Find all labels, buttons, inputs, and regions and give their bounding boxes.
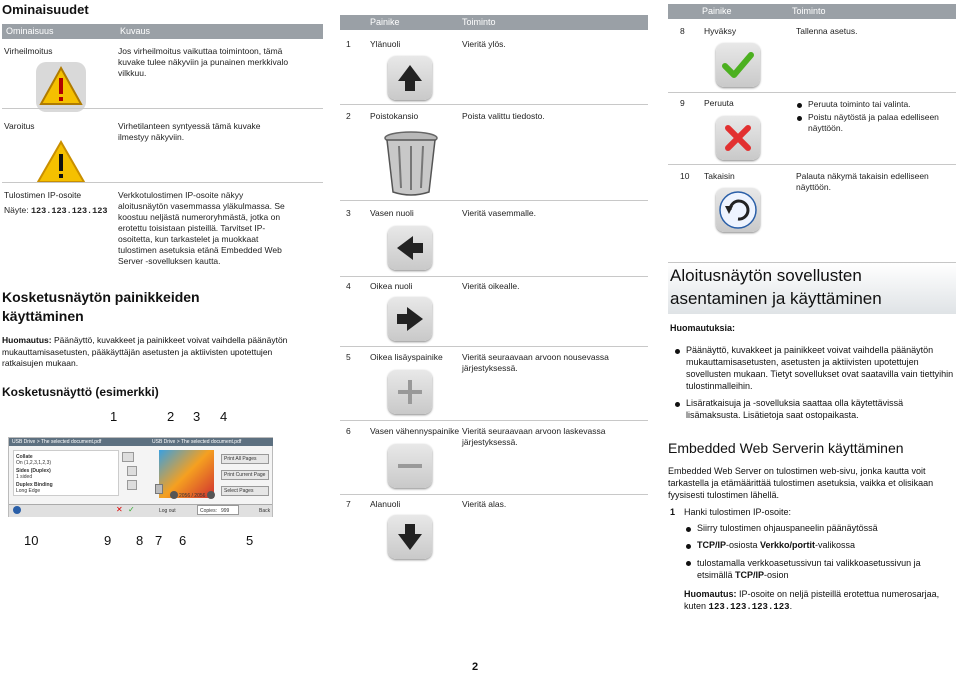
callout-9: 9: [104, 533, 112, 548]
callout-2: 2: [167, 409, 175, 424]
ip-sample: [4, 205, 107, 217]
feature-description: Verkkotulostimen IP-osoite näkyy aloitusnäytön vasemmassa yläkulmassa. Se koostuu neljästä numeroryhmästä, jotka on erotettu toisistaan pisteillä. Tarvitset IP-osoitetta, kun tarkastelet ja muokkaat tulostimen asetuksia etänä Embedded Web Server -sovelluksen kautta.: [118, 190, 285, 266]
header-feature: Ominaisuus: [6, 26, 54, 36]
ip-note-label: Huomautus:: [684, 589, 737, 599]
setting-label: Sides (Duplex): [16, 468, 51, 474]
button-number: 9: [680, 98, 685, 108]
touchscreen-section-title: Kosketusnäytön painikkeiden käyttäminen: [2, 289, 200, 324]
button-number: 1: [346, 39, 351, 49]
button-number: 7: [346, 499, 351, 509]
button-action: Vieritä alas.: [462, 499, 507, 509]
page-counter: 2056 / 2056: [179, 493, 206, 499]
minus-icon[interactable]: [127, 480, 137, 490]
callout-7: 7: [155, 533, 163, 548]
notes-label: Huomautuksia:: [670, 323, 736, 333]
callout-6: 6: [179, 533, 187, 548]
right-arrow-icon: [388, 297, 432, 341]
step-bullet-pre: tulostamalla verkkoasetussivun tai valikkoasetussivun ja etsimällä: [697, 558, 921, 580]
left-arrow-icon: [388, 226, 432, 270]
network-ports-label: Verkko/portit: [760, 540, 816, 550]
plus-icon[interactable]: [127, 466, 137, 476]
button-name: Peruuta: [704, 98, 734, 108]
ip-note: Huomautus: IP-osoite on neljä pisteillä erotettua numerosarjaa, kuten 123.123.123.123.: [684, 589, 940, 612]
touchscreen-note-text: Päänäyttö, kuvakkeet ja painikkeet voivat vaihdella päänäytön mukauttamisasetusten, pääkäyttäjän asetusten ja aktiivisten upotettujen ratkaisujen mukaan.: [2, 335, 288, 368]
ip-sample-value: 123.123.123.123: [30, 206, 108, 216]
button-name: Ylänuoli: [370, 39, 401, 49]
cancel-bullet: Peruuta toiminto tai valinta.: [808, 99, 911, 109]
step-number: 1: [670, 507, 676, 517]
button-name: Vasen nuoli: [370, 208, 414, 218]
page-number: 2: [472, 661, 479, 673]
back-icon: [716, 188, 760, 232]
features-title: Ominaisuudet: [2, 2, 89, 17]
button-name: Oikea lisäyspainike: [370, 352, 443, 362]
button-number: 4: [346, 281, 351, 291]
feature-name: Tulostimen IP-osoite: [4, 190, 82, 200]
callout-4: 4: [220, 409, 228, 424]
tcpip-label: TCP/IP: [697, 540, 727, 550]
setting-value: On (1,2,3,1,2,3): [16, 460, 52, 466]
button-number: 6: [346, 426, 351, 436]
warning-icon: [36, 140, 86, 184]
button-action: Vieritä seuraavaan arvoon nousevassa järjestyksessä.: [462, 352, 609, 373]
checkmark-icon: [716, 43, 760, 87]
button-action: Vieritä oikealle.: [462, 281, 520, 291]
button-number: 5: [346, 352, 351, 362]
ews-title: Embedded Web Serverin käyttäminen: [668, 440, 904, 456]
error-icon: [36, 62, 86, 112]
button-name: Hyväksy: [704, 26, 737, 36]
ip-note-value: 123.123.123.123: [708, 602, 790, 612]
trash-icon: [383, 130, 439, 196]
button-action: Poista valittu tiedosto.: [462, 111, 545, 121]
callout-8: 8: [136, 533, 144, 548]
header-action: Toiminto: [792, 6, 826, 16]
print-all-pages-button[interactable]: Print All Pages: [224, 456, 257, 462]
feature-description: Virhetilanteen syntyessä tämä kuvake ilmestyy näkyviin.: [118, 121, 261, 142]
setting-value: Long Edge: [16, 488, 41, 494]
minus-icon: [388, 444, 432, 488]
right-arrow-icon[interactable]: [207, 491, 215, 499]
copies-value[interactable]: 999: [221, 508, 230, 514]
button-number: 2: [346, 111, 351, 121]
button-name: Oikea nuoli: [370, 281, 413, 291]
setting-label: Collate: [16, 454, 33, 460]
button-action: Tallenna asetus.: [796, 26, 858, 36]
button-number: 8: [680, 26, 685, 36]
button-action: Vieritä ylös.: [462, 39, 506, 49]
step-bullet: [697, 557, 947, 581]
left-arrow-icon[interactable]: [170, 491, 178, 499]
button-name: Poistokansio: [370, 111, 419, 121]
setting-value: 1 sided: [16, 474, 33, 480]
touchscreen-note: [2, 335, 302, 370]
tcpip-label: TCP/IP: [735, 570, 765, 580]
button-name: Alanuoli: [370, 499, 401, 509]
note-item: Päänäyttö, kuvakkeet ja painikkeet voivat vaihdella päänäytön mukauttamisasetusten, asetusten ja aktiivisten upotettujen sovellusten mukaan. Tietyt sovellukset ovat saatavilla vain tiettyihin tulostinmalleihin.: [686, 345, 954, 391]
callout-10: 10: [24, 533, 39, 548]
callout-3: 3: [193, 409, 201, 424]
back-button[interactable]: Back: [259, 508, 271, 514]
step-bullet-post: -valikossa: [815, 540, 856, 550]
step-bullet-post: -osion: [764, 570, 789, 580]
ip-sample-label: Näyte:: [4, 205, 29, 215]
plus-icon: [388, 370, 432, 414]
screen-path-right: USB Drive > The selected document.pdf: [152, 439, 242, 445]
feature-name: Virheilmoitus: [4, 46, 53, 56]
note-item: Lisäratkaisuja ja -sovelluksia saattaa olla käytettävissä lisämaksusta. Lisätietoja saat ostopaikasta.: [686, 398, 904, 420]
button-action: Vieritä seuraavaan arvoon laskevassa järjestyksessä.: [462, 426, 606, 447]
step-bullet: [697, 540, 855, 550]
down-arrow-icon: [388, 515, 432, 559]
accept-icon[interactable]: ✓: [128, 505, 135, 514]
setting-label: Duplex Binding: [16, 482, 53, 488]
cancel-icon: [716, 116, 760, 160]
select-pages-button[interactable]: Select Pages: [224, 488, 254, 494]
button-name: Vasen vähennyspainike: [370, 426, 460, 436]
feature-description: Jos virheilmoitus vaikuttaa toimintoon, tämä kuvake tulee näkyviin ja punainen merkkivalo vilkkuu.: [118, 46, 289, 78]
back-icon[interactable]: [13, 506, 21, 514]
header-button: Painike: [370, 17, 400, 27]
buttons-table-header-2: [668, 4, 956, 19]
touchscreen-example: [8, 437, 273, 517]
ip-note-text: IP-osoite on neljä pisteillä erotettua numerosarjaa, kuten: [684, 589, 940, 611]
trash-icon[interactable]: [155, 484, 163, 494]
features-table-header: [2, 24, 323, 39]
feature-name: Varoitus: [4, 121, 35, 131]
ews-text: Embedded Web Server on tulostimen web-sivu, jonka kautta voit tarkastella ja etämäärittää tulostimen asetuksia, vaikka et olisikaan fyysisesti tulostimen lähellä.: [668, 466, 934, 500]
example-title: Kosketusnäyttö (esimerkki): [2, 385, 159, 399]
button-action: Palauta näkymä takaisin edelliseen näyttöön.: [796, 171, 929, 192]
header-action: Toiminto: [462, 17, 496, 27]
touchscreen-note-label: Huomautus:: [2, 335, 52, 345]
cancel-bullet: Poistu näytöstä ja palaa edelliseen näyttöön.: [808, 112, 939, 133]
header-button: Painike: [702, 6, 732, 16]
cancel-icon[interactable]: ✕: [116, 505, 123, 514]
step-bullet: Siirry tulostimen ohjauspaneelin päänäytössä: [697, 523, 878, 533]
button-number: 10: [680, 171, 690, 181]
buttons-table-header: [340, 15, 648, 30]
button-action: Vieritä vasemmalle.: [462, 208, 537, 218]
step-bullet-mid: -osiosta: [726, 540, 761, 550]
callout-5: 5: [246, 533, 254, 548]
log-out-button[interactable]: Log out: [159, 508, 176, 514]
button-number: 3: [346, 208, 351, 218]
screen-path-left: USB Drive > The selected document.pdf: [12, 439, 102, 445]
print-current-page-button[interactable]: Print Current Page: [224, 472, 266, 478]
copies-label: Copies:: [200, 508, 217, 514]
callout-1: 1: [110, 409, 118, 424]
button-name: Takaisin: [704, 171, 735, 181]
app-section-title: Aloitusnäytön sovellusten asentaminen ja käyttäminen: [670, 266, 882, 308]
document-thumbnail: [159, 450, 214, 498]
header-description: Kuvaus: [120, 26, 151, 36]
step-text: Hanki tulostimen IP-osoite:: [684, 507, 792, 517]
up-arrow-icon: [388, 56, 432, 100]
scroll-up-icon[interactable]: [122, 452, 134, 462]
